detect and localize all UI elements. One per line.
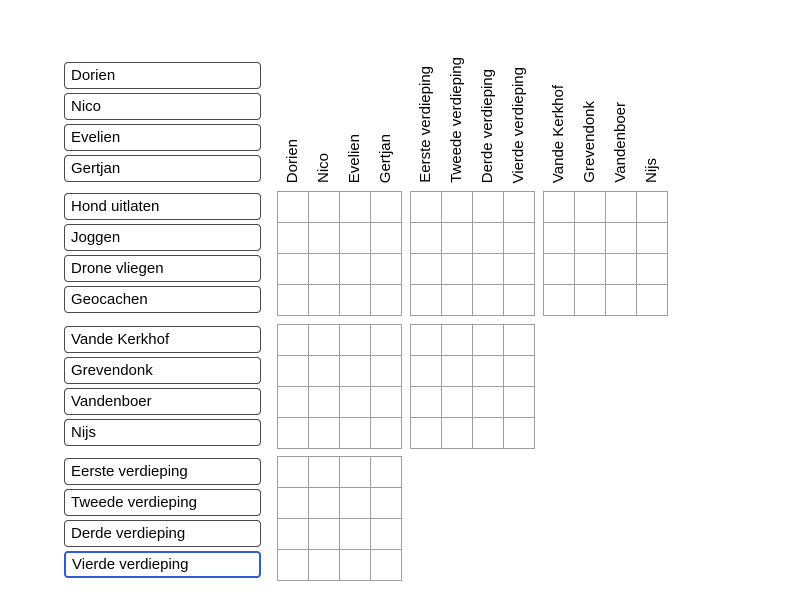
grid-cell[interactable] xyxy=(278,418,309,449)
grid-cell[interactable] xyxy=(504,285,535,316)
grid-cell[interactable] xyxy=(309,192,340,223)
grid-cell[interactable] xyxy=(442,418,473,449)
label-input-vandenboer[interactable] xyxy=(64,388,261,415)
column-header-derde-verdieping: Derde verdieping xyxy=(479,68,496,183)
grid-cell[interactable] xyxy=(606,192,637,223)
grid-cell[interactable] xyxy=(473,418,504,449)
grid-cell[interactable] xyxy=(637,254,668,285)
grid-cell[interactable] xyxy=(411,192,442,223)
grid-cell[interactable] xyxy=(340,488,371,519)
grid-band-floors xyxy=(64,456,402,581)
grid-cell[interactable] xyxy=(371,223,402,254)
grid-blocks-surnames xyxy=(277,324,535,449)
grid-cell[interactable] xyxy=(606,285,637,316)
grid-cell[interactable] xyxy=(473,254,504,285)
header-group-floors xyxy=(410,57,535,183)
grid-cell[interactable] xyxy=(340,325,371,356)
column-header-vierde-verdieping: Vierde verdieping xyxy=(510,66,527,183)
label-input-derde-verdieping[interactable] xyxy=(64,520,261,547)
grid-cell[interactable] xyxy=(473,223,504,254)
grid-cell[interactable] xyxy=(411,285,442,316)
row-labels-activities xyxy=(64,191,261,316)
grid-cell[interactable] xyxy=(442,387,473,418)
grid-cell[interactable] xyxy=(411,254,442,285)
header-group-names xyxy=(277,134,402,183)
row-labels-surnames xyxy=(64,324,261,449)
grid-cell[interactable] xyxy=(504,418,535,449)
grid-cell[interactable] xyxy=(473,387,504,418)
grid-cell[interactable] xyxy=(309,488,340,519)
grid-cell[interactable] xyxy=(340,192,371,223)
grid-cell[interactable] xyxy=(371,457,402,488)
grid-cell[interactable] xyxy=(278,192,309,223)
grid-cell[interactable] xyxy=(371,550,402,581)
grid-cell[interactable] xyxy=(371,418,402,449)
grid-block xyxy=(277,191,402,316)
grid-cell[interactable] xyxy=(278,285,309,316)
label-input-drone-vliegen[interactable] xyxy=(64,255,261,282)
column-headers xyxy=(277,0,668,183)
grid-cell[interactable] xyxy=(309,285,340,316)
header-group-surnames xyxy=(543,85,668,183)
grid-cell[interactable] xyxy=(278,519,309,550)
grid-block xyxy=(410,191,535,316)
grid-band-activities xyxy=(64,191,668,316)
grid-blocks-activities xyxy=(277,191,668,316)
column-header-nijs: Nijs xyxy=(643,158,660,183)
grid-cell[interactable] xyxy=(340,550,371,581)
grid-cell[interactable] xyxy=(637,192,668,223)
grid-cell[interactable] xyxy=(442,223,473,254)
grid-cell[interactable] xyxy=(340,223,371,254)
column-header-gertjan: Gertjan xyxy=(377,133,394,183)
label-input-eerste-verdieping[interactable] xyxy=(64,458,261,485)
grid-cell[interactable] xyxy=(340,285,371,316)
grid-cell[interactable] xyxy=(575,254,606,285)
column-header-evelien: Evelien xyxy=(346,133,363,183)
column-header-vande-kerkhof: Vande Kerkhof xyxy=(550,84,567,183)
grid-cell[interactable] xyxy=(371,254,402,285)
grid-cell[interactable] xyxy=(371,192,402,223)
label-input-vande-kerkhof[interactable] xyxy=(64,326,261,353)
grid-cell[interactable] xyxy=(504,254,535,285)
grid-block xyxy=(277,324,402,449)
grid-cell[interactable] xyxy=(309,457,340,488)
grid-cell[interactable] xyxy=(504,192,535,223)
grid-cell[interactable] xyxy=(309,550,340,581)
grid-cell[interactable] xyxy=(411,418,442,449)
grid-cell[interactable] xyxy=(371,285,402,316)
grid-cell[interactable] xyxy=(309,356,340,387)
label-input-vierde-verdieping-focused[interactable] xyxy=(64,551,261,578)
label-input-geocachen[interactable] xyxy=(64,286,261,313)
column-header-dorien: Dorien xyxy=(284,138,301,183)
grid-cell[interactable] xyxy=(411,325,442,356)
grid-cell[interactable] xyxy=(278,488,309,519)
grid-cell[interactable] xyxy=(371,488,402,519)
grid-cell[interactable] xyxy=(442,285,473,316)
grid-cell[interactable] xyxy=(442,192,473,223)
grid-cell[interactable] xyxy=(371,356,402,387)
grid-cell[interactable] xyxy=(442,325,473,356)
grid-cell[interactable] xyxy=(606,223,637,254)
grid-cell[interactable] xyxy=(309,418,340,449)
grid-cell[interactable] xyxy=(340,387,371,418)
grid-cell[interactable] xyxy=(504,387,535,418)
grid-cell[interactable] xyxy=(309,387,340,418)
grid-cell[interactable] xyxy=(442,356,473,387)
grid-cell[interactable] xyxy=(309,325,340,356)
grid-cell[interactable] xyxy=(411,387,442,418)
column-header-nico: Nico xyxy=(315,152,332,183)
column-header-grevendonk: Grevendonk xyxy=(581,101,598,183)
label-input-nijs[interactable] xyxy=(64,419,261,446)
grid-cell[interactable] xyxy=(371,387,402,418)
grid-cell[interactable] xyxy=(575,285,606,316)
grid-cell[interactable] xyxy=(504,356,535,387)
grid-cell[interactable] xyxy=(340,457,371,488)
grid-cell[interactable] xyxy=(278,387,309,418)
grid-cell[interactable] xyxy=(504,223,535,254)
grid-cell[interactable] xyxy=(309,254,340,285)
grid-cell[interactable] xyxy=(575,192,606,223)
label-input-joggen[interactable] xyxy=(64,224,261,251)
grid-cell[interactable] xyxy=(544,254,575,285)
column-header-tweede-verdieping: Tweede verdieping xyxy=(448,57,465,183)
column-header-vandenboer: Vandenboer xyxy=(612,102,629,183)
grid-cell[interactable] xyxy=(278,223,309,254)
grid-cell[interactable] xyxy=(278,356,309,387)
grid-cell[interactable] xyxy=(340,418,371,449)
label-input-evelien[interactable] xyxy=(64,124,261,151)
grid-cell[interactable] xyxy=(278,325,309,356)
grid-cell[interactable] xyxy=(340,356,371,387)
grid-cell[interactable] xyxy=(340,519,371,550)
top-category-labels xyxy=(64,62,261,186)
grid-cell[interactable] xyxy=(544,285,575,316)
grid-cell[interactable] xyxy=(473,325,504,356)
grid-cell[interactable] xyxy=(278,457,309,488)
grid-cell[interactable] xyxy=(637,285,668,316)
label-input-dorien[interactable] xyxy=(64,62,261,89)
label-input-gertjan[interactable] xyxy=(64,155,261,182)
grid-cell[interactable] xyxy=(575,223,606,254)
grid-cell[interactable] xyxy=(473,285,504,316)
grid-band-surnames xyxy=(64,324,535,449)
label-input-hond-uitlaten[interactable] xyxy=(64,193,261,220)
grid-blocks-floors xyxy=(277,456,402,581)
grid-cell[interactable] xyxy=(442,254,473,285)
column-header-eerste-verdieping: Eerste verdieping xyxy=(417,66,434,183)
grid-cell[interactable] xyxy=(278,550,309,581)
grid-cell[interactable] xyxy=(340,254,371,285)
grid-block xyxy=(543,191,668,316)
grid-cell[interactable] xyxy=(278,254,309,285)
grid-cell[interactable] xyxy=(504,325,535,356)
row-labels-floors xyxy=(64,456,261,581)
grid-cell[interactable] xyxy=(637,223,668,254)
label-input-grevendonk[interactable] xyxy=(64,357,261,384)
grid-cell[interactable] xyxy=(309,223,340,254)
label-input-nico[interactable] xyxy=(64,93,261,120)
grid-cell[interactable] xyxy=(371,325,402,356)
grid-block xyxy=(277,456,402,581)
grid-cell[interactable] xyxy=(371,519,402,550)
grid-cell[interactable] xyxy=(411,223,442,254)
grid-cell[interactable] xyxy=(411,356,442,387)
grid-cell[interactable] xyxy=(473,192,504,223)
grid-cell[interactable] xyxy=(473,356,504,387)
grid-cell[interactable] xyxy=(606,254,637,285)
grid-cell[interactable] xyxy=(544,223,575,254)
grid-cell[interactable] xyxy=(309,519,340,550)
grid-cell[interactable] xyxy=(544,192,575,223)
grid-block xyxy=(410,324,535,449)
label-input-tweede-verdieping[interactable] xyxy=(64,489,261,516)
